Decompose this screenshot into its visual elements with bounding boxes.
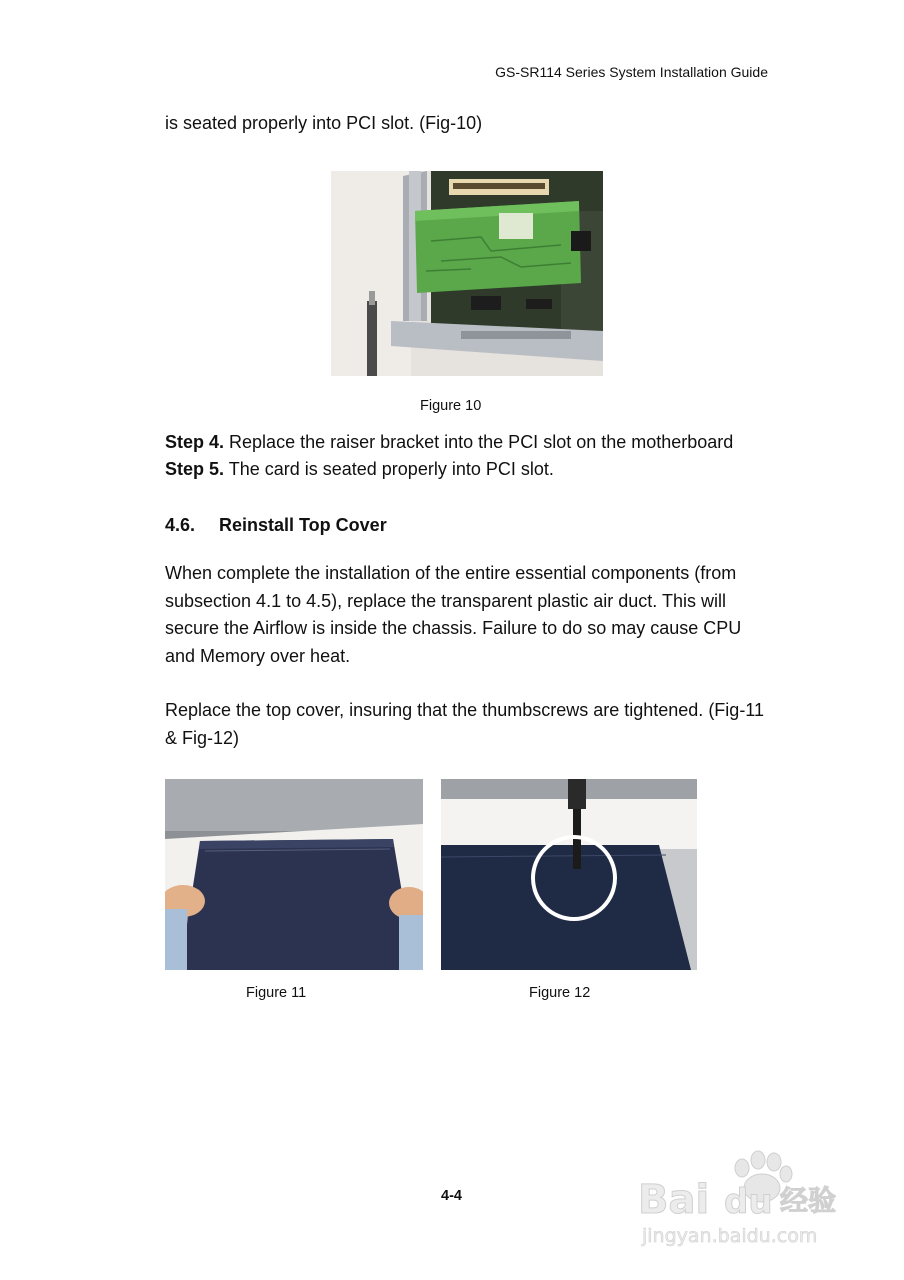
paragraph-line: and Memory over heat.: [165, 645, 351, 666]
figure-11-photo: [165, 779, 423, 970]
paragraph-line: When complete the installation of the entire essential components (from: [165, 563, 737, 583]
running-header: GS-SR114 Series System Installation Guide: [495, 64, 768, 80]
step-4-label: Step 4.: [165, 432, 225, 452]
figure-12-photo: [441, 779, 697, 970]
svg-text:du: du: [724, 1182, 773, 1222]
paragraph-line: & Fig-12): [165, 727, 240, 748]
figure-12-caption: Figure 12: [529, 985, 591, 1001]
page-number: 4-4: [441, 1188, 462, 1204]
paragraph-line: subsection 4.1 to 4.5), replace the transparent plastic air duct. This will: [165, 590, 726, 611]
section-title: Reinstall Top Cover: [219, 515, 387, 535]
svg-text:jingyan.baidu.com: jingyan.baidu.com: [642, 1225, 818, 1247]
baidu-watermark-logo: [638, 1148, 848, 1248]
section-number: 4.6.: [165, 515, 196, 535]
svg-text:Bai: Bai: [638, 1177, 710, 1223]
step-4-text: Replace the raiser bracket into the PCI slot on the motherboard: [224, 432, 734, 452]
figure-11-caption: Figure 11: [246, 985, 307, 1001]
paragraph-airflow: [165, 560, 741, 670]
step-5-label: Step 5.: [165, 459, 225, 479]
step-5: [165, 456, 554, 484]
step-5-text: The card is seated properly into PCI slot.: [224, 459, 554, 479]
intro-line: is seated properly into PCI slot. (Fig-10): [165, 113, 483, 133]
figure-10-caption: Figure 10: [420, 398, 482, 414]
paragraph-line: Replace the top cover, insuring that the thumbscrews are tightened. (Fig-11: [165, 700, 764, 720]
step-4: [165, 429, 733, 457]
paragraph-line: secure the Airflow is inside the chassis. Failure to do so may cause CPU: [165, 618, 742, 638]
svg-text:经验: 经验: [780, 1184, 837, 1217]
figure-10-photo: [331, 171, 603, 376]
paragraph-top-cover: [165, 697, 764, 752]
